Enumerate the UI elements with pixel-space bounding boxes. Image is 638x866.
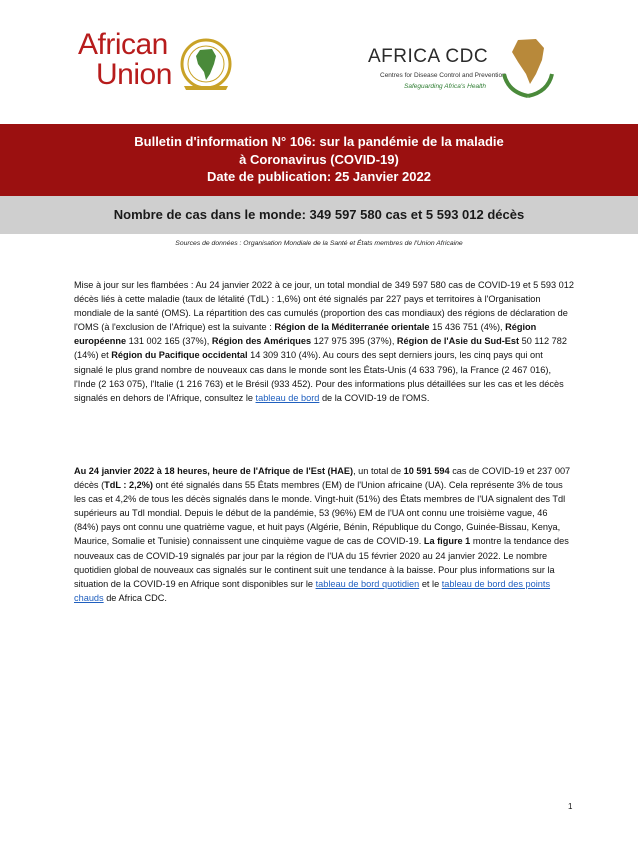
outbreak-update-paragraph: Mise à jour sur les flambées : Au 24 janvier 2022 à ce jour, un total mondial de 349 597 580 cas de COVID-19 et 5 593 012 décès liés à cette maladie (taux de létalité (TdL) : 1,6%) ont été signalés par 227 pays et territoires à l'Organisation mondiale de la santé (OMS). La répartition des cas cumulés (proportion des cas mondiaux) des régions de déclaration de l'OMS (à l'exclusion de l'Afrique) est la suivante : Région de la Méditerranée orientale 15 436 751 (4%), Région européenne 131 002 165 (37%), Région des Amériques 127 975 395 (37%), Région de l'Asie du Sud-Est 50 112 782 (14%) et Région du Pacifique occidental 14 309 310 (4%). Au cours des sept derniers jours, les cinq pays qui ont signalé le plus grand nombre de nouveaux cas dans le monde sont les États-Unis (4 633 796), la France (2 467 016), l'Inde (2 163 075), l'Italie (1 216 763) et le Brésil (933 452). Pour des informations plus détaillées sur les cas et les décès signalés en dehors de l'Afrique, consultez le tableau de bord de la COVID-19 de l'OMS. <box>74 280 575 403</box>
cdc-emblem-icon <box>498 34 558 100</box>
bulletin-title-line2: à Coronavirus (COVID-19) <box>239 151 399 167</box>
daily-dashboard-link[interactable]: tableau de bord quotidien <box>315 578 420 589</box>
africa-situation-paragraph: Au 24 janvier 2022 à 18 heures, heure de l'Afrique de l'Est (HAE), un total de 10 591 594 cas de COVID-19 et 237 007 décès (TdL : 2,2%) ont été signalés dans 55 États membres (EM) de l'Union africaine (UA). Cela représente 3% de tous les cas et 4,2% de tous les décès signalés dans le monde. Vingt-huit (51%) des États membres de l'UA signalent des Tdl supérieurs au Tdl mondial. Depuis le début de la pandémie, 53 (96%) EM de l'UA ont connu une troisième vague, 46 (84%) pays ont connu une quatrième vague, et huit pays (Algérie, Bénin, République du Congo, Guinée-Bissau, Kenya, Maurice, Somalie et Tunisie) connaissent une cinquième vague de cas de COVID-19. La figure 1 montre la tendance des nouveaux cas de COVID-19 signalés par jour par la région de l'UA du 15 février 2020 au 24 janvier 2022. Le nombre quotidien global de nouveaux cas signalés sur le continent suit une tendance à la baisse. Pour plus informations sur la situation de la COVID-19 en Afrique sont disponibles sur le tableau de bord quotidien et le tableau de bord des points chauds de Africa CDC. <box>74 466 571 603</box>
cdc-subtitle: Centres for Disease Control and Prevention <box>380 72 506 79</box>
au-emblem-icon <box>176 34 236 94</box>
african-union-logo <box>78 30 238 100</box>
au-wordmark: African Union <box>78 28 172 91</box>
cdc-title: AFRICA CDC <box>368 46 489 67</box>
bulletin-title-banner <box>0 124 638 196</box>
data-sources-note: Sources de données : Organisation Mondiale de la Santé et États membres de l'Union Africaine <box>175 240 463 247</box>
cdc-tagline: Safeguarding Africa's Health <box>404 83 486 90</box>
world-cases-banner: Nombre de cas dans le monde: 349 597 580 cas et 5 593 012 décès <box>0 196 638 234</box>
page-number: 1 <box>568 802 573 811</box>
bulletin-title-line1: Bulletin d'information N° 106: sur la pandémie de la maladie <box>134 134 504 149</box>
publication-date: Date de publication: 25 Janvier 2022 <box>207 169 431 184</box>
who-dashboard-link[interactable]: tableau de bord <box>255 392 320 403</box>
hotspots-dashboard-link[interactable]: tableau de bord des points chauds <box>74 578 551 603</box>
africa-cdc-logo <box>368 34 558 104</box>
